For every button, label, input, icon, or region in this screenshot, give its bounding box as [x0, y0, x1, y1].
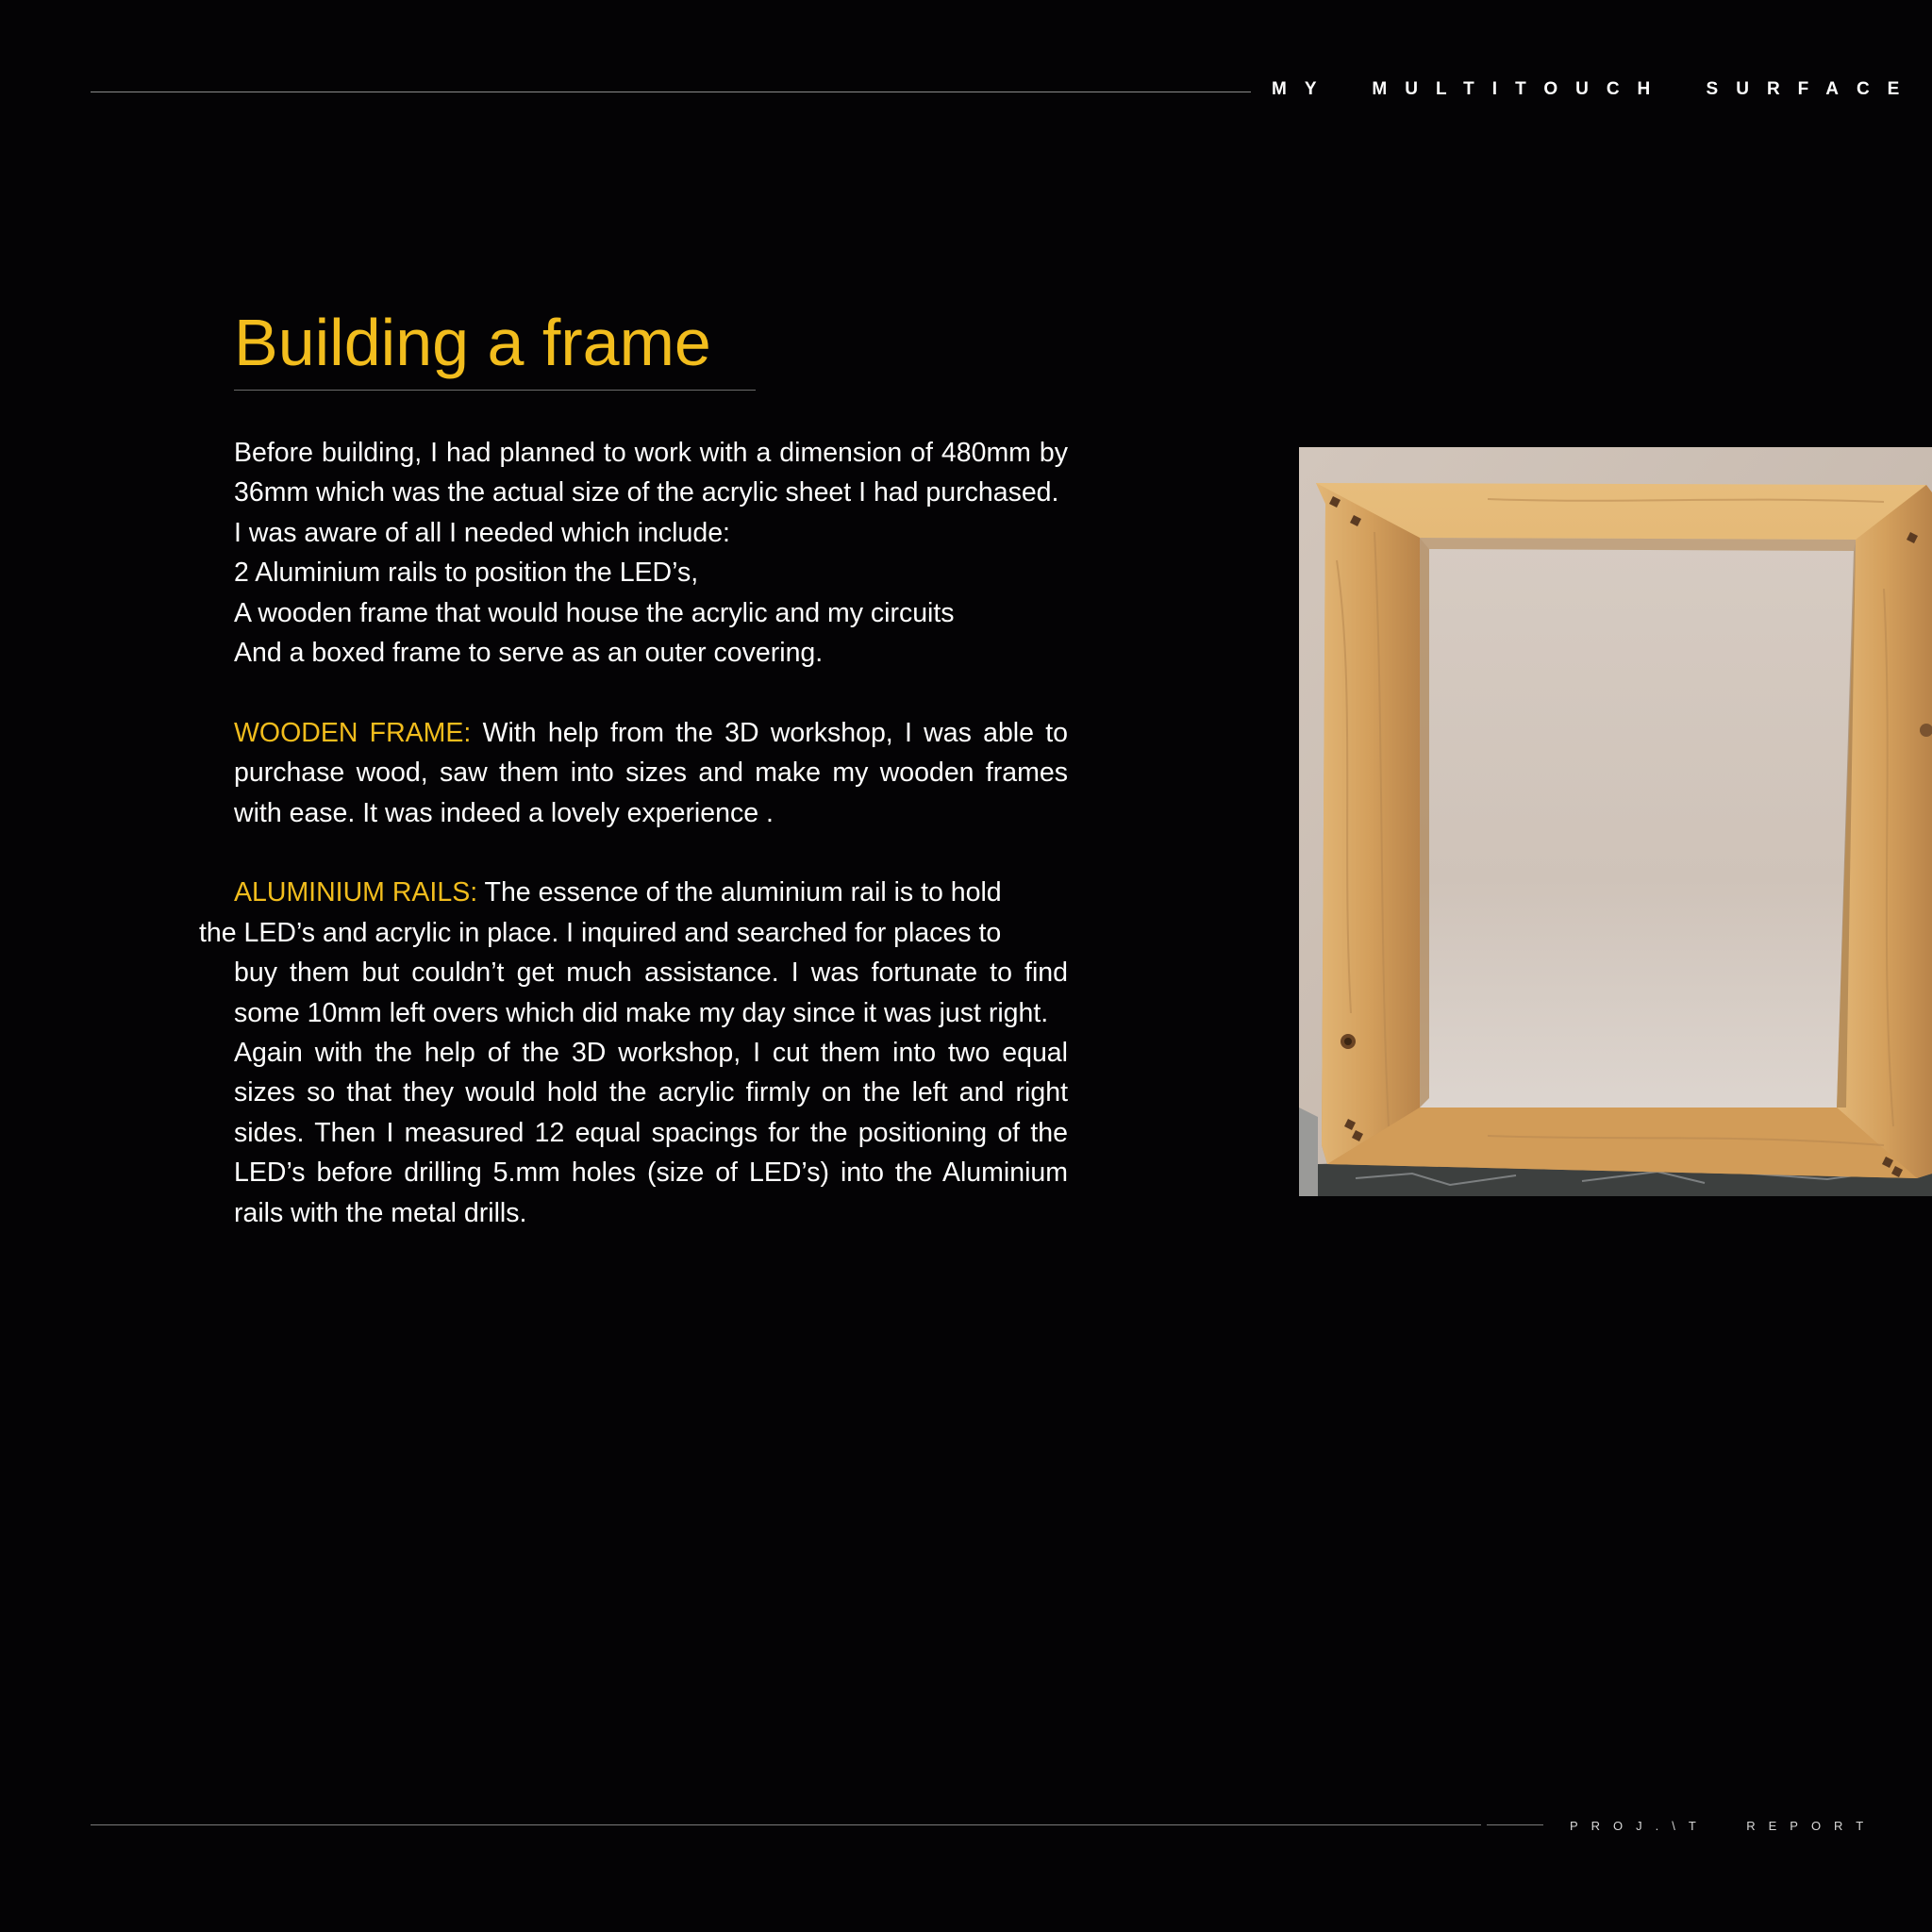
wooden-frame-label: WOODEN FRAME:	[234, 717, 472, 748]
paragraph-gap	[234, 673, 1068, 712]
paragraph-gap	[234, 833, 1068, 873]
wooden-frame-paragraph	[234, 713, 1068, 833]
needs-item-aluminium-rails: 2 Aluminium rails to position the LED’s,	[234, 558, 699, 589]
aluminium-rails-label: ALUMINIUM RAILS:	[234, 877, 478, 908]
wooden-frame-text: With help from the 3D workshop, I was able to purchase wood, saw them into sizes and make my wooden frames with ease. It was indeed a lovely experience .	[234, 717, 1068, 828]
needs-item-wooden-frame: A wooden frame that would house the acrylic and my circuits	[234, 597, 955, 628]
aluminium-rails-outdented-line: the LED’s and acrylic in place. I inquired and searched for places to	[199, 917, 1002, 948]
footer-rule	[91, 1824, 1481, 1825]
intro-paragraph: Before building, I had planned to work with a dimension of 480mm by 36mm which was the actual size of the acrylic sheet I had purchased.	[234, 438, 1068, 508]
wooden-frame-photo	[1299, 447, 1932, 1196]
footer-title: PROJ.\T REPORT	[1570, 1819, 1877, 1833]
title-underline	[234, 390, 756, 391]
aluminium-rails-drilling-paragraph: Again with the help of the 3D workshop, I cut them into two equal sizes so that they would hold the acrylic firmly on the left and right sides. Then I measured 12 equal spacings for the positioning of the LED’s before drilling 5.mm holes (size of LED’s) into the Aluminium rails with the metal drills.	[234, 1038, 1068, 1228]
body-text	[199, 433, 1068, 1233]
aluminium-rails-text-start: The essence of the aluminium rail is to hold	[477, 877, 1002, 908]
page-title: Building a frame	[234, 306, 711, 379]
header-title: MY MULTITOUCH SURFACE	[1272, 79, 1918, 99]
footer-rule-short	[1487, 1824, 1543, 1825]
needs-intro: I was aware of all I needed which include:	[234, 517, 730, 548]
aluminium-rails-first-line	[234, 873, 1068, 912]
aluminium-rails-continuation: buy them but couldn’t get much assistance. I was fortunate to find some 10mm left overs which did make my day since it was just right.	[234, 958, 1068, 1028]
needs-item-boxed-frame: And a boxed frame to serve as an outer covering.	[234, 638, 824, 669]
